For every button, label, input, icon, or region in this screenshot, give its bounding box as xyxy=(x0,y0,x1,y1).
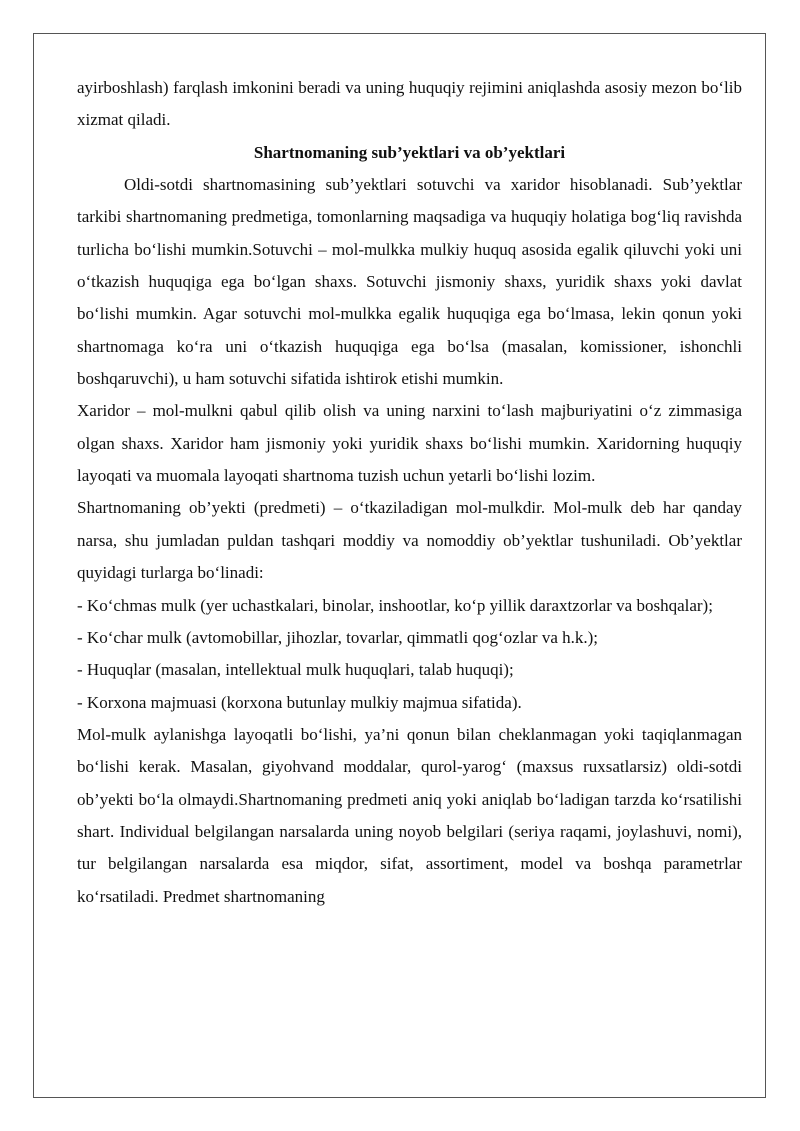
paragraph-intro: ayirboshlash) farqlash imkonini beradi va uning huquqiy rejimini aniqlashda asosiy mezon bo‘lib xizmat qiladi. xyxy=(77,78,742,130)
section-heading: Shartnomaning sub’yektlari va ob’yektlari xyxy=(253,142,566,162)
list-item-immovable: - Ko‘chmas mulk (yer uchastkalari, binolar, inshootlar, ko‘p yillik daraxtzorlar va boshqalar); xyxy=(77,595,713,615)
paragraph-object: Shartnomaning ob’yekti (predmeti) – o‘tkaziladigan mol-mulkdir. Mol-mulk deb har qanday narsa, shu jumladan puldan tashqari moddiy va nomoddiy ob’yektlar tushuniladi. Ob’yektlar quyidagi turlarga bo‘linadi: xyxy=(77,498,742,583)
paragraph-subjects: Oldi-sotdi shartnomasining sub’yektlari sotuvchi va xaridor hisoblanadi. Sub’yektlar tarkibi shartnomaning predmetiga, tomonlarning maqsadiga va huquqiy holatiga bog‘liq ravishda turlicha bo‘lishi mumkin.Sotuvchi – mol-mulkka mulkiy huquq asosida egalik qiluvchi yoki uni o‘tkazish huquqiga ega bo‘lgan shaxs. Sotuvchi jismoniy shaxs, yuridik shaxs yoki davlat bo‘lishi mumkin. Agar sotuvchi mol-mulkka egalik huquqiga ega bo‘lmasa, lekin qonun yoki shartnomaga ko‘ra uni o‘tkazish huquqiga ega bo‘lsa (masalan, komissioner, ishonchli boshqaruvchi), u ham sotuvchi sifatida ishtirok etishi mumkin. xyxy=(77,175,742,389)
paragraph-circulation: Mol-mulk aylanishga layoqatli bo‘lishi, ya’ni qonun bilan cheklanmagan yoki taqiqlanmagan bo‘lishi kerak. Masalan, giyohvand moddalar, qurol-yarog‘ (maxsus ruxsatlarsiz) oldi-sotdi ob’yekti bo‘la olmaydi.Shartnomaning predmeti aniq yoki aniqlab bo‘ladigan tarzda ko‘rsatilishi shart. Individual belgilangan narsalarda uning noyob belgilari (seriya raqami, joylashuvi, nomi), tur belgilangan narsalarda esa miqdor, sifat, assortiment, model va boshqa parametrlar ko‘rsatiladi. Predmet shartnomaning xyxy=(77,724,742,906)
list-item-movable: - Ko‘char mulk (avtomobillar, jihozlar, tovarlar, qimmatli qog‘ozlar va h.k.); xyxy=(77,627,599,647)
paragraph-buyer: Xaridor – mol-mulkni qabul qilib olish va uning narxini to‘lash majburiyatini o‘z zimmasiga olgan shaxs. Xaridor ham jismoniy yoki yuridik shaxs bo‘lishi mumkin. Xaridorning huquqiy layoqati va muomala layoqati shartnoma tuzish uchun yetarli bo‘lishi lozim. xyxy=(77,401,742,486)
list-item-enterprise: - Korxona majmuasi (korxona butunlay mulkiy majmua sifatida). xyxy=(77,692,522,712)
list-item-rights: - Huquqlar (masalan, intellektual mulk huquqlari, talab huquqi); xyxy=(77,660,514,680)
document-body xyxy=(77,72,742,913)
